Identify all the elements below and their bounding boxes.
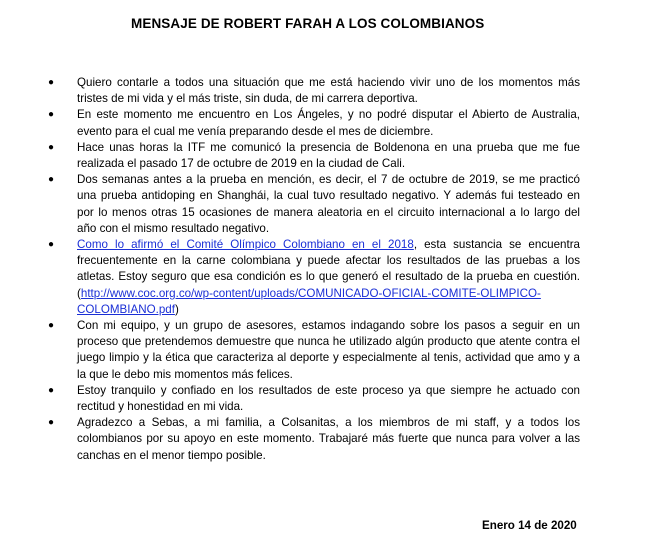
- bullet-icon: ●: [48, 239, 55, 251]
- page-title: MENSAJE DE ROBERT FARAH A LOS COLOMBIANOS: [131, 16, 485, 31]
- coc-pdf-link[interactable]: http://www.coc.org.co/wp-content/uploads/COMUNICADO-OFICIAL-COMITE-OLIMPICO-COLOMBIANO.pdf: [77, 286, 541, 316]
- coc-statement-link[interactable]: Como lo afirmó el Comité Olímpico Colombiano en el 2018: [77, 238, 414, 252]
- bullet-icon: ●: [48, 109, 55, 121]
- paragraph-text: Hace unas horas la ITF me comunicó la presencia de Boldenona en una prueba que me fue realizada el pasado 17 de octubre de 2019 en la ciudad de Cali.: [77, 140, 580, 171]
- paragraph-text: Con mi equipo, y un grupo de asesores, estamos indagando sobre los pasos a seguir en un proceso que pretendemos demuestre que nunca he utilizado algún producto que atente contra el juego limpio y la ética que caracteriza al deporte y especialmente al tenis, actividad que amo y a la que le debo mis momentos más felices.: [77, 319, 580, 381]
- list-item: [48, 75, 580, 107]
- list-item: [48, 237, 580, 318]
- paragraph-text: Agradezco a Sebas, a mi familia, a Colsanitas, a los miembros de mi staff, y a todos los colombianos por su apoyo en este momento. Trabajaré más fuerte que nunca para volver a las canchas en el menor tiempo posible.: [77, 416, 580, 462]
- bullet-icon: ●: [48, 77, 55, 88]
- list-item: [48, 383, 580, 415]
- paragraph-close: ): [174, 302, 179, 316]
- paragraph-text: En este momento me encuentro en Los Ángeles, y no podré disputar el Abierto de Australia, evento para el cual me venía preparando desde el mes de diciembre.: [77, 108, 580, 138]
- paragraph-text: Dos semanas antes a la prueba en mención, es decir, el 7 de octubre de 2019, se me practicó una prueba antidoping en Shanghái, la cual tuvo resultado negativo. Y además fui testeado en por lo menos otras 15 ocasiones de manera aleatoria en el circuito internacional a lo largo del año con el mismo resultado negativo.: [77, 173, 580, 235]
- list-item: [48, 415, 580, 464]
- list-item: [48, 140, 580, 172]
- bullet-icon: ●: [48, 141, 55, 153]
- list-item: [48, 172, 580, 237]
- list-item: [48, 318, 580, 383]
- bullet-icon: ●: [48, 174, 55, 186]
- bullet-icon: ●: [48, 384, 55, 396]
- paragraph-text: , esta sustancia se encuentra frecuentemente en la carne colombiana y puede afectar los resultados de las pruebas a los atletas. Estoy seguro que esa condición es lo que generó el resultado de la prueba en cuestión.(: [77, 238, 580, 300]
- bullet-icon: ●: [48, 320, 55, 332]
- paragraph-text: Estoy tranquilo y confiado en los resultados de este proceso ya que siempre he actuado con rectitud y honestidad en mi vida.: [77, 383, 580, 414]
- statement-date: Enero 14 de 2020: [482, 519, 577, 532]
- bullet-icon: ●: [48, 417, 55, 429]
- paragraph-text: Quiero contarle a todos una situación que me está haciendo vivir uno de los momentos más tristes de mi vida y el más triste, sin duda, de mi carrera deportiva.: [77, 76, 580, 106]
- list-item: [48, 107, 580, 139]
- statement-list: [48, 75, 580, 464]
